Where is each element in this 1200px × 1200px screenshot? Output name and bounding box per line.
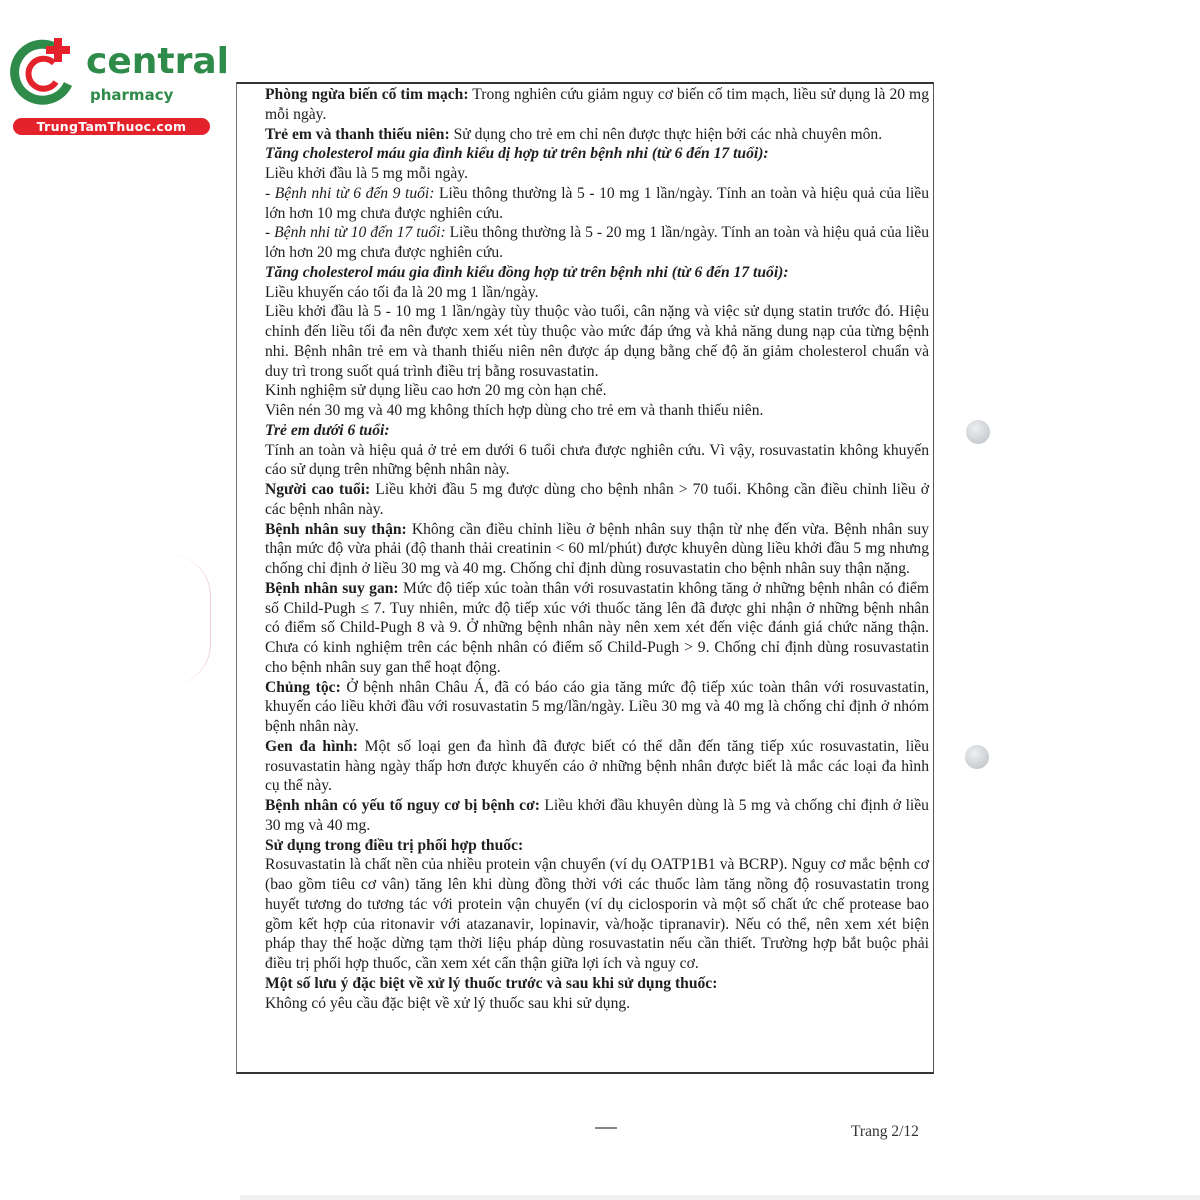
logo-url-badge: TrungTamThuoc.com bbox=[13, 118, 210, 135]
paragraph-text: Một số loại gen đa hình đã được biết có thể dẫn đến tăng tiếp xúc rosuvastatin, liều rosuvastatin hàng ngày thấp hơn được khuyến cáo ở những bệnh nhân được biết là mắc các loại đa hình cụ thể này. bbox=[265, 737, 929, 795]
document-paragraph bbox=[265, 678, 929, 737]
paragraph-text: Liều thông thường là 5 - 20 mg 1 lần/ngày. Tính an toàn và hiệu quả của liều lớn hơn 20 mg chưa được nghiên cứu. bbox=[265, 224, 929, 261]
document-paragraph bbox=[265, 85, 929, 125]
document-paragraph bbox=[265, 223, 929, 263]
paragraph-text: Tính an toàn và hiệu quả ở trẻ em dưới 6 tuổi chưa được nghiên cứu. Vì vậy, rosuvastatin không khuyến cáo sử dụng trên những bệnh nhân này. bbox=[265, 441, 929, 479]
central-pharmacy-logo bbox=[10, 36, 229, 136]
paragraph-text: Mức độ tiếp xúc toàn thân với rosuvastatin không tăng ở những bệnh nhân có điểm số Child-Pugh ≤ 7. Tuy nhiên, mức độ tiếp xúc với thuốc tăng lên đã được ghi nhận ở những bệnh nhân có điểm số Child-Pugh 8 và 9. Ở những bệnh nhân này nên xem xét đến việc đánh giá chức năng thận. Chưa có kinh nghiệm trên các bệnh nhân có điểm số Child-Pugh > 9. Chống chỉ định dùng rosuvastatin cho bệnh nhân suy gan thể hoạt động. bbox=[265, 579, 929, 676]
paragraph-text: Liều khởi đầu là 5 - 10 mg 1 lần/ngày tùy thuộc vào tuổi, cân nặng và việc sử dụng statin trước đó. Hiệu chỉnh đến liều tối đa nên được xem xét tùy thuộc vào mức đáp ứng và khả năng dung nạp của từng bệnh nhi. Bệnh nhân trẻ em và thanh thiếu niên nên được áp dụng bằng chế độ ăn giảm cholesterol chuẩn và duy trì trong suốt quá trình điều trị bằng rosuvastatin. bbox=[265, 303, 929, 380]
paragraph-heading: Người cao tuổi: bbox=[265, 481, 371, 498]
paragraph-heading: Trẻ em và thanh thiếu niên: bbox=[265, 125, 450, 143]
document-paragraph bbox=[265, 125, 929, 145]
logo-subtitle: pharmacy bbox=[90, 86, 174, 104]
paragraph-heading: Bệnh nhân có yếu tố nguy cơ bị bệnh cơ: bbox=[265, 797, 540, 814]
document-content bbox=[265, 85, 929, 1013]
scan-edge bbox=[240, 1195, 1200, 1200]
paragraph-text: Liều khởi đầu 5 mg được dùng cho bệnh nhân > 70 tuổi. Không cần điều chỉnh liều ở các bệnh nhân này. bbox=[265, 481, 929, 518]
document-paragraph bbox=[265, 283, 929, 303]
paragraph-heading: - Bệnh nhi từ 6 đến 9 tuổi: bbox=[265, 184, 435, 202]
paragraph-heading: Chủng tộc: bbox=[265, 678, 341, 696]
paragraph-text: Viên nén 30 mg và 40 mg không thích hợp dùng cho trẻ em và thanh thiếu niên. bbox=[265, 402, 764, 419]
paragraph-heading: Tăng cholesterol máu gia đình kiểu dị hợp tử trên bệnh nhi (từ 6 đến 17 tuổi): bbox=[265, 145, 769, 163]
document-paragraph bbox=[265, 302, 929, 381]
logo-brand-name: central bbox=[86, 41, 229, 82]
document-paragraph bbox=[265, 401, 929, 421]
document-paragraph bbox=[265, 421, 929, 441]
document-paragraph bbox=[265, 796, 929, 836]
paragraph-text: Liều khởi đầu là 5 mg mỗi ngày. bbox=[265, 165, 468, 182]
document-paragraph bbox=[265, 855, 929, 974]
paragraph-text: Không cần điều chỉnh liều ở bệnh nhân suy thận từ nhẹ đến vừa. Bệnh nhân suy thận mức độ vừa phải (độ thanh thải creatinin < 60 ml/phút) được khuyên dùng liều khởi đầu 5 mg nhưng chống chỉ định ở liều 30 mg và 40 mg. Chống chỉ định dùng rosuvastatin cho bệnh nhân suy thận nặng. bbox=[265, 520, 929, 577]
paragraph-heading: - Bệnh nhi từ 10 đến 17 tuổi: bbox=[265, 224, 446, 242]
paragraph-text: Không có yêu cầu đặc biệt về xử lý thuốc sau khi sử dụng. bbox=[265, 994, 631, 1012]
paragraph-heading: Gen đa hình: bbox=[265, 737, 358, 755]
document-paragraph bbox=[265, 579, 929, 678]
punch-hole-icon bbox=[966, 420, 990, 444]
document-paragraph bbox=[265, 144, 929, 164]
paragraph-heading: Bệnh nhân suy gan: bbox=[265, 579, 399, 597]
red-stamp-mark bbox=[170, 555, 211, 685]
paragraph-heading: Sử dụng trong điều trị phối hợp thuốc: bbox=[265, 836, 524, 854]
paragraph-text: Rosuvastatin là chất nền của nhiều protein vận chuyển (ví dụ OATP1B1 và BCRP). Nguy cơ mắc bệnh cơ (bao gồm tiêu cơ vân) tăng lên khi dùng đồng thời với các thuốc làm tăng nồng độ rosuvastatin trong huyết tương do tương tác với protein vận chuyển (ví dụ ciclosporin và một số chất ức chế protease bao gồm kết hợp của ritonavir với atazanavir, lopinavir, và/hoặc tipranavir). Nếu có thể, nên xem xét biện pháp thay thế hoặc dừng tạm thời liệu pháp dùng rosuvastatin nếu cần thiết. Trường hợp bắt buộc phải điều trị phối hợp thuốc, cần xem xét cẩn thận giữa lợi ích và nguy cơ. bbox=[265, 856, 929, 972]
paragraph-text: Ở bệnh nhân Châu Á, đã có báo cáo gia tăng mức độ tiếp xúc toàn thân với rosuvastatin, khuyến cáo liều khởi đầu với rosuvastatin 5 mg/lần/ngày. Liều 30 mg và 40 mg là chống chỉ định ở nhóm bệnh nhân này. bbox=[265, 678, 930, 735]
document-paragraph bbox=[265, 164, 929, 184]
document-paragraph bbox=[265, 480, 929, 520]
document-paragraph bbox=[265, 381, 929, 401]
paragraph-heading: Phòng ngừa biến cố tim mạch: bbox=[265, 86, 469, 103]
punch-hole-icon bbox=[965, 745, 989, 769]
document-paragraph bbox=[265, 737, 929, 796]
paragraph-heading: Bệnh nhân suy thận: bbox=[265, 520, 407, 538]
paragraph-heading: Một số lưu ý đặc biệt về xử lý thuốc trước và sau khi sử dụng thuốc: bbox=[265, 974, 718, 992]
document-paragraph bbox=[265, 994, 929, 1014]
document-paragraph bbox=[265, 836, 929, 856]
paragraph-heading: Trẻ em dưới 6 tuổi: bbox=[265, 421, 390, 439]
paragraph-text: Liều thông thường là 5 - 10 mg 1 lần/ngày. Tính an toàn và hiệu quả của liều lớn hơn 10 mg chưa được nghiên cứu. bbox=[265, 184, 929, 222]
footer-dash bbox=[595, 1127, 617, 1129]
document-paragraph bbox=[265, 974, 929, 994]
document-paragraph bbox=[265, 520, 929, 579]
paragraph-heading: Tăng cholesterol máu gia đình kiểu đồng hợp tử trên bệnh nhi (từ 6 đến 17 tuổi): bbox=[265, 263, 789, 281]
paragraph-text: Trong nghiên cứu giảm nguy cơ biến cố tim mạch, liều sử dụng là 20 mg mỗi ngày. bbox=[265, 86, 929, 123]
paragraph-text: Liều khuyến cáo tối đa là 20 mg 1 lần/ngày. bbox=[265, 283, 539, 301]
page-number: Trang 2/12 bbox=[851, 1123, 919, 1140]
document-paragraph bbox=[265, 441, 929, 481]
paragraph-text: Liều khởi đầu khuyên dùng là 5 mg và chống chỉ định ở liều 30 mg và 40 mg. bbox=[265, 797, 929, 834]
document-paragraph bbox=[265, 184, 929, 224]
paragraph-text: Kinh nghiệm sử dụng liều cao hơn 20 mg còn hạn chế. bbox=[265, 382, 607, 400]
paragraph-text: Sử dụng cho trẻ em chỉ nên được thực hiện bởi các nhà chuyên môn. bbox=[449, 125, 883, 143]
document-paragraph bbox=[265, 263, 929, 283]
pharmacy-cross-icon bbox=[10, 36, 80, 106]
